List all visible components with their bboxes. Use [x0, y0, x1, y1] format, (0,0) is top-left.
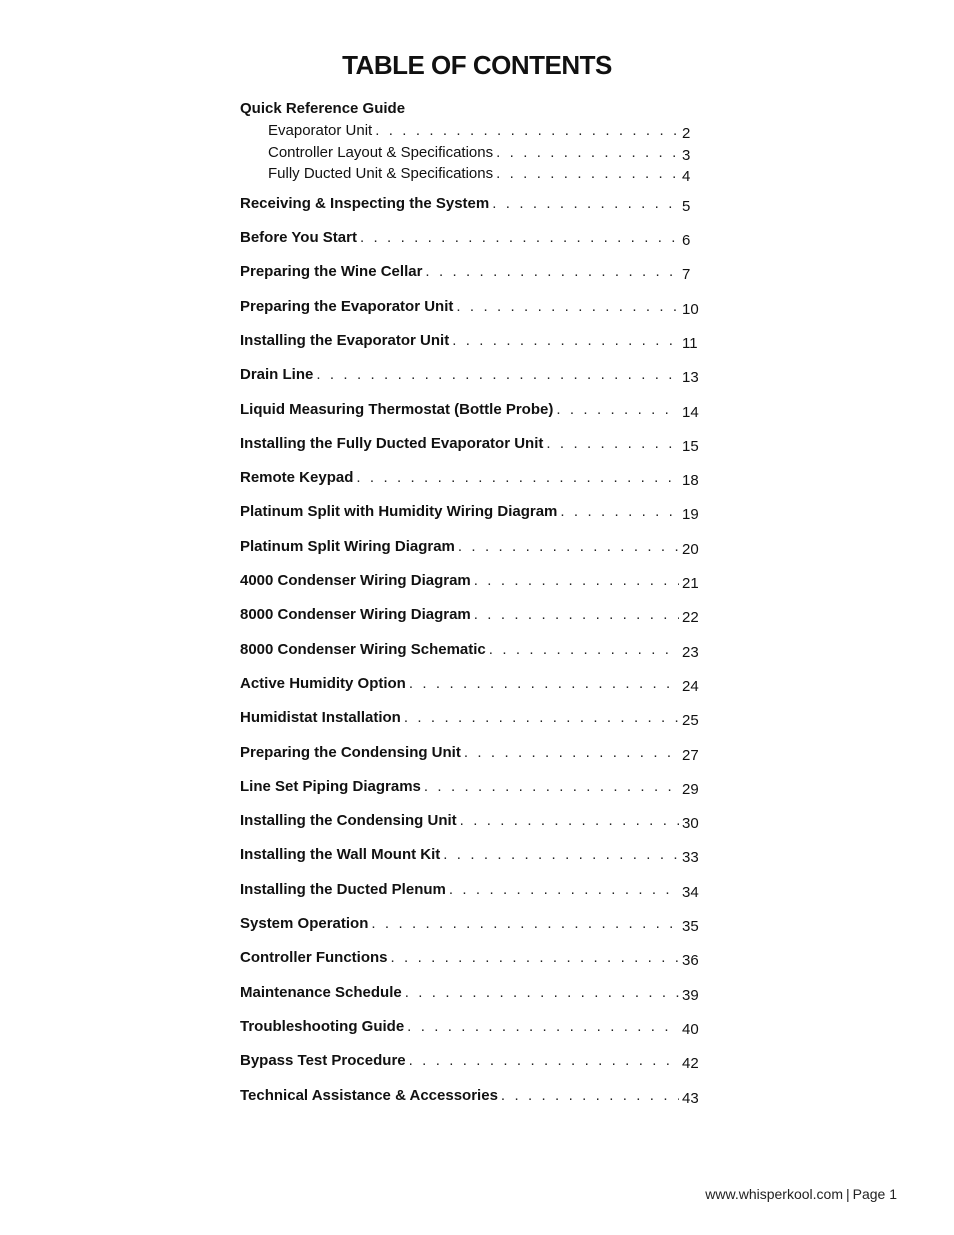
dot-leader [404, 701, 679, 735]
dot-leader [375, 120, 679, 142]
toc-page-number: 29 [682, 780, 699, 798]
toc-page-number: 39 [682, 986, 699, 1004]
dot-leader [460, 804, 679, 838]
dot-leader [425, 255, 679, 289]
toc-entry[interactable] [240, 667, 710, 701]
toc-entry-label: Troubleshooting Guide [240, 1017, 405, 1035]
toc-page-number: 3 [682, 146, 691, 164]
toc-page-number: 35 [682, 918, 699, 936]
dot-leader [556, 393, 679, 427]
dot-leader [489, 633, 679, 667]
toc-page-number: 36 [682, 952, 699, 970]
dot-leader [496, 142, 679, 164]
toc-entry-label: Evaporator Unit [268, 122, 373, 139]
website-link[interactable]: www.whisperkool.com [705, 1186, 843, 1202]
dot-leader [496, 163, 679, 185]
toc-sub-entry[interactable] [240, 163, 710, 185]
toc-page-number: 22 [682, 609, 699, 627]
toc-entry-label: Drain Line [240, 366, 314, 384]
toc-entry-label: Liquid Measuring Thermostat (Bottle Probe) [240, 400, 554, 418]
dot-leader [492, 187, 679, 221]
toc-page-number: 25 [682, 712, 699, 730]
toc-sub-entry[interactable] [240, 120, 710, 142]
toc-entry-label: 8000 Condenser Wiring Diagram [240, 606, 471, 624]
toc-entry-label: Active Humidity Option [240, 674, 406, 692]
dot-leader [456, 290, 679, 324]
toc-entry-label: 8000 Condenser Wiring Schematic [240, 640, 486, 658]
toc-entry-label: 4000 Condenser Wiring Diagram [240, 572, 471, 590]
toc-entry[interactable] [240, 187, 710, 221]
dot-leader [560, 495, 679, 529]
toc-entry[interactable] [240, 324, 710, 358]
toc-entry[interactable] [240, 770, 710, 804]
toc-entry[interactable] [240, 530, 710, 564]
dot-leader [409, 667, 679, 701]
toc-entry[interactable] [240, 290, 710, 324]
toc-entry-label: Preparing the Condensing Unit [240, 743, 461, 761]
toc-page-number: 4 [682, 168, 691, 185]
toc-entry[interactable] [240, 1044, 710, 1078]
toc-page-number: 33 [682, 849, 699, 867]
toc-entry[interactable] [240, 221, 710, 255]
dot-leader [371, 907, 679, 941]
toc-entry[interactable] [240, 804, 710, 838]
toc-entry-label: Bypass Test Procedure [240, 1052, 406, 1070]
toc-main-entries [240, 187, 710, 1113]
toc-entry-label: Preparing the Evaporator Unit [240, 297, 454, 315]
dot-leader [474, 598, 679, 632]
toc-entry[interactable] [240, 564, 710, 598]
table-of-contents [240, 98, 710, 1113]
toc-entry-label: Installing the Ducted Plenum [240, 880, 446, 898]
toc-entry[interactable] [240, 941, 710, 975]
dot-leader [501, 1079, 679, 1113]
toc-page-number: 40 [682, 1020, 699, 1038]
dot-leader [409, 1044, 679, 1078]
toc-page-number: 11 [682, 334, 698, 352]
footer-separator: | [845, 1186, 850, 1202]
toc-page-number: 42 [682, 1055, 699, 1073]
toc-page-number: 19 [682, 506, 699, 524]
toc-entry-label: System Operation [240, 915, 369, 933]
toc-section-quick-reference: Quick Reference Guide [240, 100, 406, 117]
toc-entry-label: Receiving & Inspecting the System [240, 194, 490, 212]
toc-page-number: 23 [682, 643, 699, 661]
toc-page-number: 18 [682, 472, 699, 490]
toc-entry[interactable] [240, 633, 710, 667]
dot-leader [449, 873, 679, 907]
toc-entry-label: Remote Keypad [240, 469, 354, 487]
toc-entry-label: Installing the Wall Mount Kit [240, 846, 441, 864]
toc-page-number: 15 [682, 437, 699, 455]
toc-entry-label: Controller Layout & Specifications [268, 143, 494, 161]
toc-page-number: 30 [682, 815, 699, 833]
dot-leader [464, 736, 679, 770]
dot-leader [546, 427, 679, 461]
toc-entry-label: Line Set Piping Diagrams [240, 777, 421, 795]
toc-page-number: 13 [682, 369, 699, 387]
dot-leader [443, 838, 679, 872]
toc-entry-label: Technical Assistance & Accessories [240, 1086, 498, 1104]
toc-entry-label: Installing the Fully Ducted Evaporator Unit [240, 434, 544, 452]
toc-page-number: 6 [682, 232, 691, 250]
toc-page-number: 5 [682, 197, 691, 215]
toc-entry[interactable] [240, 495, 710, 529]
toc-entry[interactable] [240, 1010, 710, 1044]
toc-page-number: 24 [682, 677, 699, 695]
toc-entry-label: Humidistat Installation [240, 709, 401, 727]
toc-entry[interactable] [240, 427, 710, 461]
toc-entry-label: Platinum Split with Humidity Wiring Diagram [240, 503, 558, 521]
dot-leader [424, 770, 679, 804]
toc-page-number: 7 [682, 266, 691, 284]
toc-entry-label: Fully Ducted Unit & Specifications [268, 165, 494, 183]
toc-entry[interactable] [240, 1079, 710, 1113]
toc-sub-entry[interactable] [240, 142, 710, 164]
toc-entry-label: Controller Functions [240, 949, 388, 967]
page-footer [705, 1186, 897, 1202]
toc-entry-label: Platinum Split Wiring Diagram [240, 537, 455, 555]
toc-page-number: 10 [682, 300, 699, 318]
page-number-label: Page 1 [852, 1186, 897, 1202]
toc-entry[interactable] [240, 358, 710, 392]
toc-page-number: 21 [682, 575, 699, 593]
page-title: TABLE OF CONTENTS [342, 50, 612, 80]
dot-leader [452, 324, 679, 358]
toc-page-number: 20 [682, 540, 699, 558]
toc-entry[interactable] [240, 873, 710, 907]
toc-entry[interactable] [240, 255, 710, 289]
toc-entry[interactable] [240, 976, 710, 1010]
toc-entry[interactable] [240, 701, 710, 735]
toc-entry-label: Installing the Evaporator Unit [240, 331, 450, 349]
dot-leader [316, 358, 679, 392]
toc-entry-label: Preparing the Wine Cellar [240, 263, 423, 281]
dot-leader [407, 1010, 679, 1044]
toc-entry-label: Maintenance Schedule [240, 983, 402, 1001]
toc-entry[interactable] [240, 838, 710, 872]
toc-entry[interactable] [240, 598, 710, 632]
toc-page-number: 34 [682, 883, 699, 901]
dot-leader [474, 564, 679, 598]
toc-entry-label: Before You Start [240, 229, 357, 247]
toc-entry-label: Installing the Condensing Unit [240, 812, 457, 830]
toc-entry[interactable] [240, 461, 710, 495]
toc-page-number: 43 [682, 1089, 699, 1107]
toc-page-number: 27 [682, 746, 699, 764]
toc-entry[interactable] [240, 907, 710, 941]
dot-leader [405, 976, 679, 1010]
toc-entry[interactable] [240, 736, 710, 770]
dot-leader [458, 530, 679, 564]
dot-leader [356, 461, 679, 495]
toc-page-number: 14 [682, 403, 699, 421]
toc-page-number: 2 [682, 125, 691, 142]
toc-entry[interactable] [240, 393, 710, 427]
dot-leader [360, 221, 679, 255]
dot-leader [391, 941, 680, 975]
